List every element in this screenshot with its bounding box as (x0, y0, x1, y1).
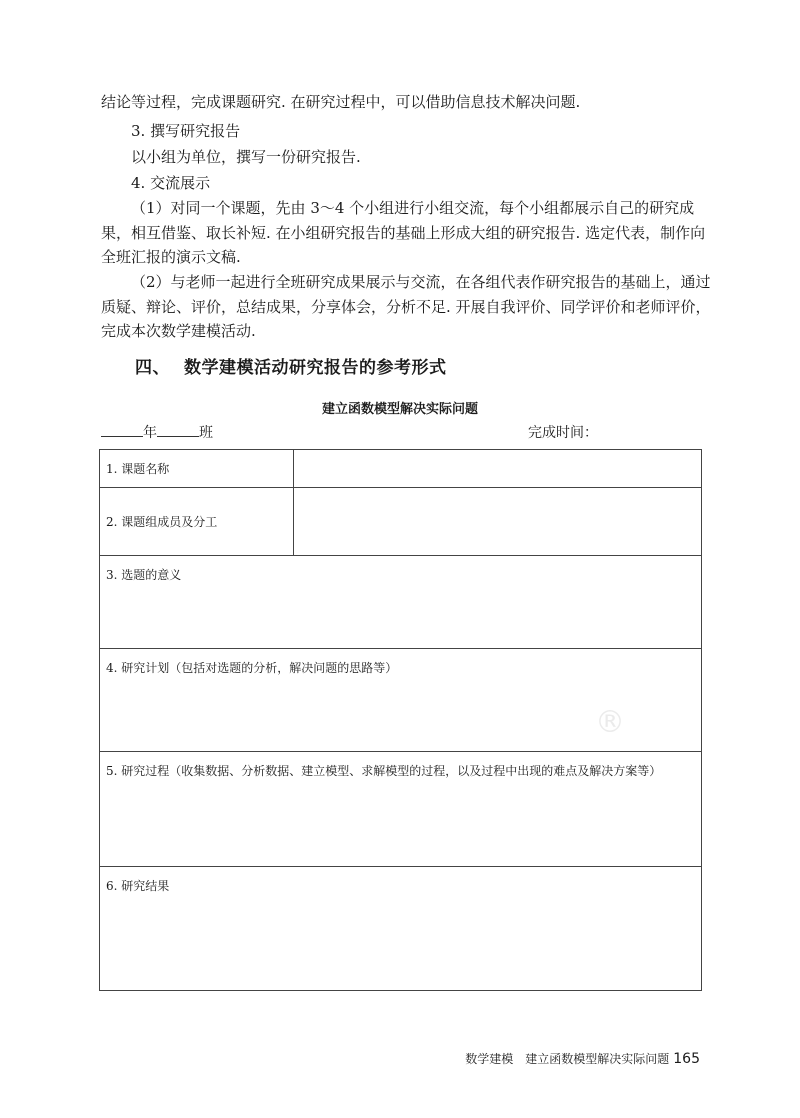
page-number: 165 (673, 1051, 700, 1067)
topic-name-field[interactable] (294, 450, 702, 488)
step-heading-write-report: 3. 撰写研究报告 (131, 122, 241, 140)
research-plan-field[interactable] (100, 649, 702, 752)
table-row (100, 752, 702, 867)
page-footer (465, 1050, 700, 1067)
table-row (100, 556, 702, 649)
research-plan-label: 4. 研究计划（包括对选题的分析，解决问题的思路等） (106, 661, 398, 675)
report-form-title: 建立函数模型解决实际问题 (321, 402, 478, 417)
significance-field[interactable] (100, 556, 702, 649)
section-title-text: 数学建模活动研究报告的参考形式 (184, 358, 447, 378)
section-heading (135, 356, 447, 380)
class-label: 班 (199, 425, 213, 441)
paragraph-conclusion: 结论等过程，完成课题研究. 在研究过程中，可以借助信息技术解决问题. (101, 93, 581, 111)
report-form-table (99, 449, 702, 991)
section-number: 四、 (135, 358, 170, 378)
complete-time-label: 完成时间： (528, 425, 598, 441)
significance-label: 3. 选题的意义 (106, 568, 182, 582)
paragraph-exchange-2: （2）与老师一起进行全班研究成果展示与交流，在各组代表作研究报告的基础上，通过质疑、辩论、评价，总结成果，分享体会，分析不足. 开展自我评价、同学评价和老师评价，完成本次数学建模活动. (101, 273, 711, 340)
table-row (100, 649, 702, 752)
grade-blank[interactable] (101, 422, 143, 437)
paragraph-write-report: 以小组为单位，撰写一份研究报告. (131, 148, 361, 166)
research-result-field[interactable] (100, 867, 702, 991)
table-row (100, 488, 702, 556)
grade-class-line (101, 422, 213, 444)
registered-mark: ® (595, 705, 625, 740)
research-process-field[interactable] (100, 752, 702, 867)
footer-chapter-title: 数学建模 建立函数模型解决实际问题 (465, 1052, 670, 1066)
year-label: 年 (143, 425, 157, 441)
research-process-label: 5. 研究过程（收集数据、分析数据、建立模型、求解模型的过程，以及过程中出现的难点及解决方案等） (106, 764, 662, 778)
table-row (100, 867, 702, 991)
table-row (100, 450, 702, 488)
members-field[interactable] (294, 488, 702, 556)
topic-name-label: 1. 课题名称 (100, 450, 294, 488)
members-label: 2. 课题组成员及分工 (100, 488, 294, 556)
research-result-label: 6. 研究结果 (106, 879, 170, 893)
step-heading-exchange: 4. 交流展示 (131, 174, 211, 192)
paragraph-exchange-1: （1）对同一个课题，先由 3～4 个小组进行小组交流，每个小组都展示自己的研究成果，相互借鉴、取长补短. 在小组研究报告的基础上形成大组的研究报告. 选定代表，制作向全班汇报的演示文稿. (101, 199, 706, 266)
class-blank[interactable] (157, 422, 199, 437)
